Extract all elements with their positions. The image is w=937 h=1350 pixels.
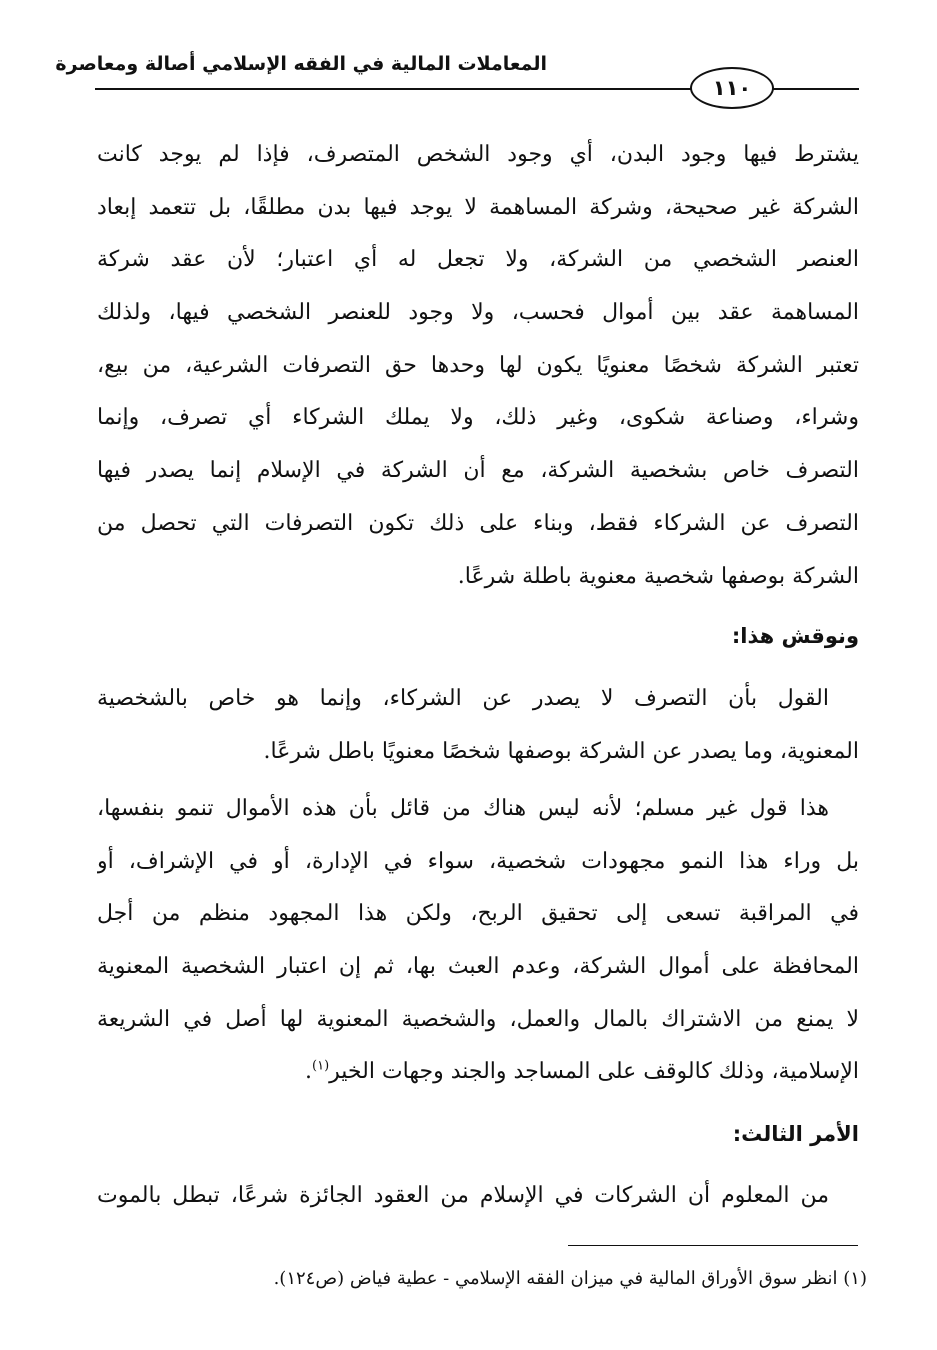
text-line: التصرف خاص بشخصية الشركة، مع أن الشركة في الإسلام إنما يصدر فيها	[97, 458, 859, 484]
page-number-badge: ١١٠	[690, 67, 774, 109]
paragraph-1	[97, 129, 859, 603]
footnote-divider	[568, 1245, 858, 1246]
text-line: بل وراء هذا النمو مجهودات شخصية، سواء في الإدارة، أو في الإشراف، أو	[97, 848, 859, 874]
text-line: الشركة غير صحيحة، وشركة المساهمة لا يوجد فيها بدن مطلقًا، بل تتعمد إبعاد	[97, 194, 859, 220]
text-line: العنصر الشخصي من الشركة، ولا تجعل له أي اعتبار؛ لأن عقد شركة	[97, 247, 859, 273]
text-line: في المراقبة تسعى إلى تحقيق الربح، ولكن هذا المجهود منظم من أجل	[97, 901, 859, 927]
section-heading-discussion: ونوقش هذا:	[731, 624, 859, 648]
text-line: يشترط فيها وجود البدن، أي وجود الشخص المتصرف، فإذا لم يوجد كانت	[97, 142, 859, 167]
paragraph-4	[97, 1170, 859, 1223]
text-fragment: الإسلامية، وذلك كالوقف على المساجد والجند وجهات الخير	[329, 1059, 859, 1085]
text-line: هذا قول غير مسلم؛ لأنه ليس هناك من قائل بأن هذه الأموال تنمو بنفسها،	[97, 796, 829, 821]
text-line: وشراء، وصناعة شكوى، وغير ذلك، ولا يملك الشركاء أي تصرف، وإنما	[97, 405, 859, 431]
text-fragment: .	[305, 1059, 312, 1085]
text-line: تعتبر الشركة شخصًا معنويًا يكون لها وحدها حق التصرفات الشرعية، من بيع،	[97, 352, 859, 378]
text-line-with-footnote	[97, 1046, 859, 1099]
text-line: التصرف عن الشركاء فقط، وبناء على ذلك تكون التصرفات التي تحصل من	[97, 510, 859, 536]
paragraph-2	[97, 673, 859, 778]
section-heading-third-matter: الأمر الثالث:	[732, 1122, 859, 1146]
footnote: (١) انظر سوق الأوراق المالية في ميزان الفقه الإسلامي - عطية فياض (ص١٢٤).	[273, 1268, 867, 1289]
text-line: من المعلوم أن الشركات في الإسلام من العقود الجائزة شرعًا، تبطل بالموت	[97, 1183, 829, 1208]
running-header-title: المعاملات المالية في الفقه الإسلامي أصالة ومعاصرة	[55, 53, 547, 75]
paragraph-3	[97, 783, 859, 1099]
footnote-marker: (١)	[312, 1059, 330, 1075]
text-line: الشركة بوصفها شخصية معنوية باطلة شرعًا.	[457, 563, 859, 589]
text-line: المعنوية، وما يصدر عن الشركة بوصفها شخصًا معنويًا باطل شرعًا.	[263, 738, 859, 764]
text-line: المحافظة على أموال الشركة، وعدم العبث بها، ثم إن اعتبار الشخصية المعنوية	[97, 954, 859, 980]
text-line: لا يمنع من الاشتراك بالمال والعمل، والشخصية المعنوية لها أصل في الشريعة	[97, 1006, 859, 1032]
text-line: المساهمة عقد بين أموال فحسب، ولا وجود للعنصر الشخصي فيها، ولذلك	[97, 300, 859, 326]
text-line: القول بأن التصرف لا يصدر عن الشركاء، وإنما هو خاص بالشخصية	[97, 686, 829, 711]
